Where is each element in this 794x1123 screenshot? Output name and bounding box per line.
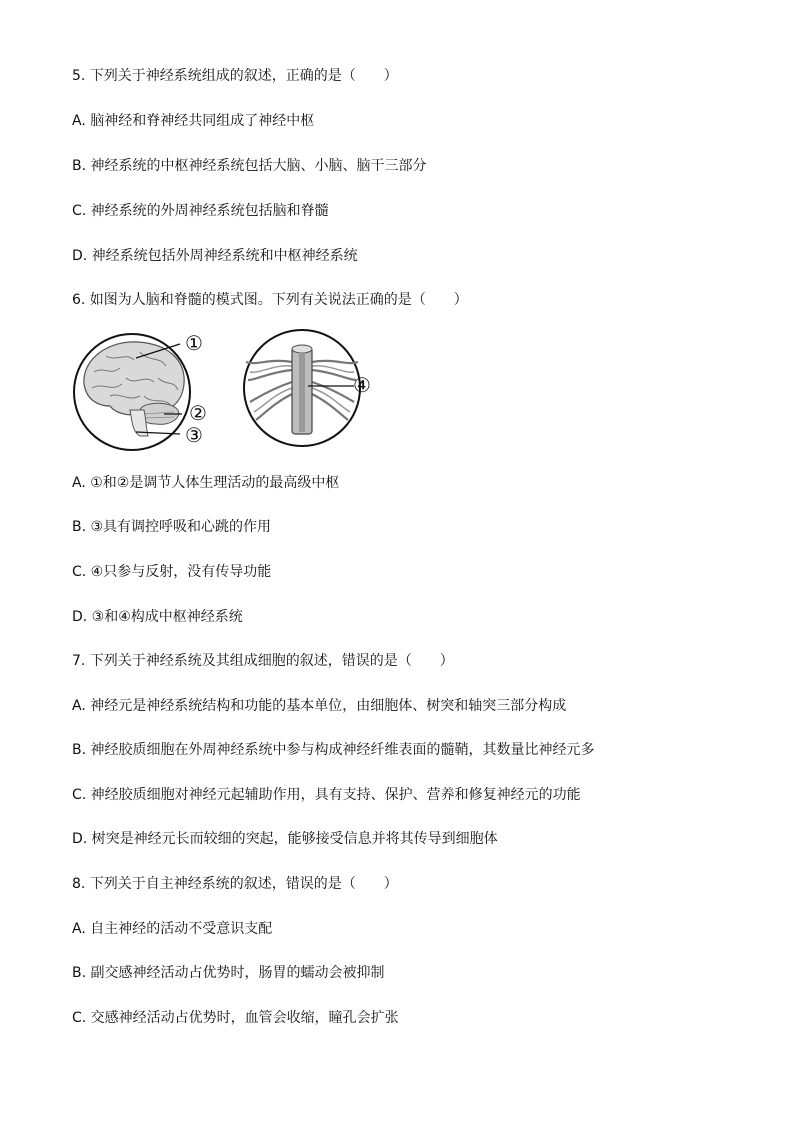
question-7-option-b: B. 神经胶质细胞在外周神经系统中参与构成神经纤维表面的髓鞘，其数量比神经元多 [72, 742, 595, 758]
question-8-option-b: B. 副交感神经活动占优势时，肠胃的蠕动会被抑制 [72, 965, 385, 981]
spinal-cord-illustration [244, 330, 360, 446]
figure-label-3: ③ [185, 423, 203, 447]
figure-label-1: ① [185, 331, 203, 355]
question-7-option-a: A. 神经元是神经系统结构和功能的基本单位，由细胞体、树突和轴突三部分构成 [72, 698, 567, 714]
question-8-option-a: A. 自主神经的活动不受意识支配 [72, 921, 273, 937]
question-6-option-b: B. ③具有调控呼吸和心跳的作用 [72, 519, 272, 535]
question-6-option-d: D. ③和④构成中枢神经系统 [72, 609, 243, 625]
question-5-stem: 5. 下列关于神经系统组成的叙述，正确的是（ ） [72, 68, 398, 84]
question-6-option-c: C. ④只参与反射，没有传导功能 [72, 564, 272, 580]
question-7-option-d: D. 树突是神经元长而较细的突起，能够接受信息并将其传导到细胞体 [72, 831, 498, 847]
question-8-option-c: C. 交感神经活动占优势时，血管会收缩，瞳孔会扩张 [72, 1010, 399, 1026]
question-6-option-a: A. ①和②是调节人体生理活动的最高级中枢 [72, 475, 340, 491]
figure-label-2: ② [189, 401, 207, 425]
question-5-option-b: B. 神经系统的中枢神经系统包括大脑、小脑、脑干三部分 [72, 158, 427, 174]
question-6-stem: 6. 如图为人脑和脊髓的模式图。下列有关说法正确的是（ ） [72, 292, 468, 308]
question-8-stem: 8. 下列关于自主神经系统的叙述，错误的是（ ） [72, 876, 398, 892]
question-5-option-c: C. 神经系统的外周神经系统包括脑和脊髓 [72, 203, 329, 219]
question-7-stem: 7. 下列关于神经系统及其组成细胞的叙述，错误的是（ ） [72, 653, 454, 669]
figure-label-4: ④ [353, 373, 371, 397]
question-5-option-d: D. 神经系统包括外周神经系统和中枢神经系统 [72, 248, 358, 264]
question-5-option-a: A. 脑神经和脊神经共同组成了神经中枢 [72, 113, 315, 129]
question-7-option-c: C. 神经胶质细胞对神经元起辅助作用，具有支持、保护、营养和修复神经元的功能 [72, 787, 581, 803]
brain-spinal-cord-figure [70, 322, 410, 452]
brain-illustration [74, 334, 190, 450]
